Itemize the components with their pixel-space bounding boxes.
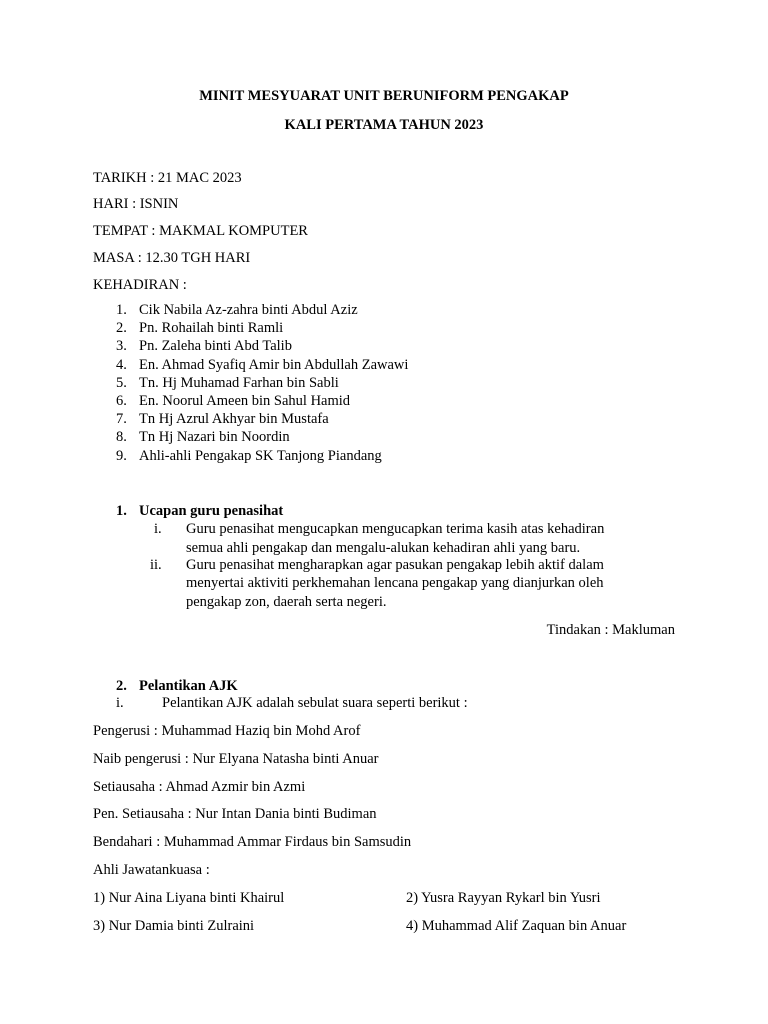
- section-1-number: 1.: [116, 503, 127, 519]
- section-1-heading: Ucapan guru penasihat: [139, 503, 284, 519]
- list-item-number: 4.: [116, 357, 127, 373]
- action-note: Tindakan : Makluman: [546, 622, 675, 638]
- point-text: Guru penasihat mengucapkan mengucapkan terima kasih atas kehadiran: [186, 521, 605, 537]
- assistant-secretary: Pen. Setiausaha : Nur Intan Dania binti Budiman: [93, 806, 377, 822]
- list-item: En. Ahmad Syafiq Amir bin Abdullah Zawawi: [139, 357, 409, 373]
- committee-member: 4) Muhammad Alif Zaquan bin Anuar: [406, 918, 627, 934]
- point-text: semua ahli pengakap dan mengalu-alukan kehadiran ahli yang baru.: [186, 540, 581, 556]
- list-item-number: 1.: [116, 302, 127, 318]
- meeting-day: HARI : ISNIN: [93, 196, 179, 212]
- list-item-number: 2.: [116, 320, 127, 336]
- chairman: Pengerusi : Muhammad Haziq bin Mohd Arof: [93, 723, 361, 739]
- section-2-number: 2.: [116, 678, 127, 694]
- title-line-1: MINIT MESYUARAT UNIT BERUNIFORM PENGAKAP: [199, 88, 569, 104]
- section-2-heading: Pelantikan AJK: [139, 678, 238, 694]
- point-number: i.: [154, 521, 162, 537]
- committee-member: 3) Nur Damia binti Zulraini: [93, 918, 255, 934]
- treasurer: Bendahari : Muhammad Ammar Firdaus bin Samsudin: [93, 834, 412, 850]
- vice-chairman: Naib pengerusi : Nur Elyana Natasha binti Anuar: [93, 751, 379, 767]
- point-text: Guru penasihat mengharapkan agar pasukan pengakap lebih aktif dalam: [186, 557, 604, 573]
- list-item-number: 6.: [116, 393, 127, 409]
- list-item-number: 5.: [116, 375, 127, 391]
- secretary: Setiausaha : Ahmad Azmir bin Azmi: [93, 779, 306, 795]
- list-item-number: 7.: [116, 411, 127, 427]
- meeting-place: TEMPAT : MAKMAL KOMPUTER: [93, 223, 308, 239]
- attendance-label: KEHADIRAN :: [93, 277, 187, 293]
- point-text: pengakap zon, daerah serta negeri.: [186, 594, 387, 610]
- point-text: menyertai aktiviti perkhemahan lencana pengakap yang dianjurkan oleh: [186, 575, 604, 591]
- list-item: Tn. Hj Muhamad Farhan bin Sabli: [139, 375, 339, 391]
- committee-member: 1) Nur Aina Liyana binti Khairul: [93, 890, 285, 906]
- list-item-number: 3.: [116, 338, 127, 354]
- title-line-2: KALI PERTAMA TAHUN 2023: [284, 117, 484, 133]
- list-item: Pn. Zaleha binti Abd Talib: [139, 338, 292, 354]
- list-item: En. Noorul Ameen bin Sahul Hamid: [139, 393, 351, 409]
- list-item: Ahli-ahli Pengakap SK Tanjong Piandang: [139, 448, 382, 464]
- committee-member: 2) Yusra Rayyan Rykarl bin Yusri: [406, 890, 601, 906]
- committee-label: Ahli Jawatankuasa :: [93, 862, 210, 878]
- list-item-number: 9.: [116, 448, 127, 464]
- meeting-time: MASA : 12.30 TGH HARI: [93, 250, 251, 266]
- list-item: Tn Hj Nazari bin Noordin: [139, 429, 290, 445]
- point-number: i.: [116, 695, 124, 711]
- list-item-number: 8.: [116, 429, 127, 445]
- list-item: Pn. Rohailah binti Ramli: [139, 320, 284, 336]
- list-item: Tn Hj Azrul Akhyar bin Mustafa: [139, 411, 329, 427]
- meeting-date: TARIKH : 21 MAC 2023: [93, 170, 242, 186]
- point-number: ii.: [150, 557, 162, 573]
- list-item: Cik Nabila Az-zahra binti Abdul Aziz: [139, 302, 358, 318]
- point-text: Pelantikan AJK adalah sebulat suara seperti berikut :: [162, 695, 468, 711]
